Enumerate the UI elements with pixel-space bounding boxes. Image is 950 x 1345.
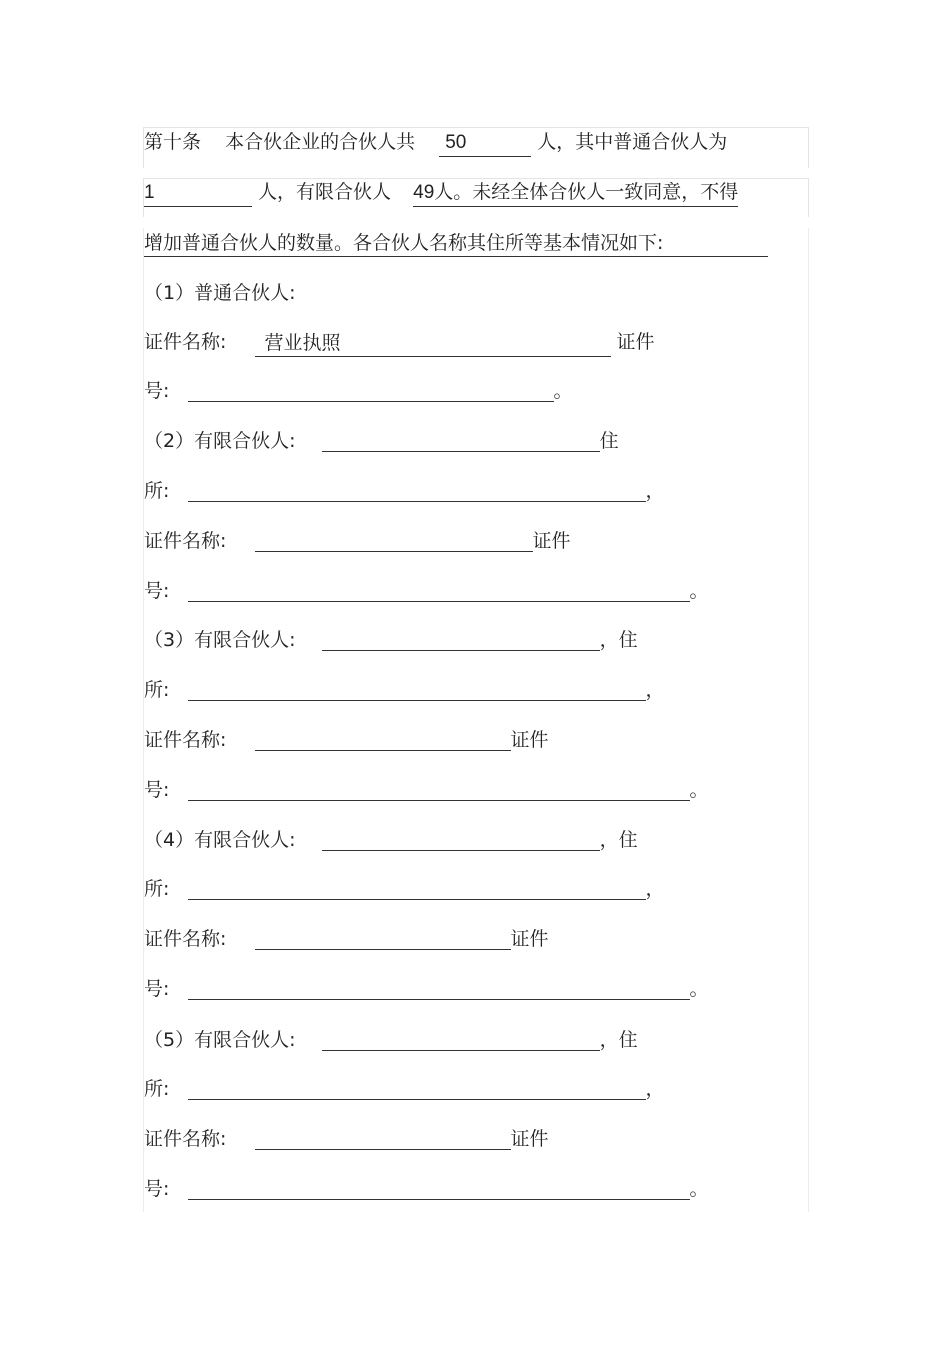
partner-3-address-row <box>144 675 665 705</box>
limited-partners-field[interactable] <box>413 179 738 207</box>
cert-no-label-a: 证件 <box>510 729 549 751</box>
partner-3-cert-name-field[interactable] <box>255 728 511 751</box>
addr-end: ， <box>645 878 665 900</box>
cert-no-label-b: 号: <box>144 580 170 602</box>
partner-1-header <box>144 278 296 308</box>
partner-4-address-row <box>144 874 665 904</box>
article-text-2a: 人，有限合伙人 <box>258 181 392 203</box>
partner-5-cert-name-row <box>144 1124 549 1154</box>
partner-4-name-field[interactable] <box>322 828 600 851</box>
addr-label-a: ，住 <box>599 829 638 851</box>
article-text-1: 本合伙企业的合伙人共 <box>225 131 416 153</box>
partner-5-name-field[interactable] <box>322 1028 600 1051</box>
addr-label-a: ，住 <box>599 1029 638 1051</box>
total-partners-value: 50 <box>445 132 467 153</box>
article-line-2 <box>144 177 804 207</box>
partner-3-address-field[interactable] <box>188 678 646 701</box>
cert-no-label-b: 号: <box>144 1178 170 1200</box>
partner-2-cert-no-field[interactable] <box>188 579 690 602</box>
partner-5-cert-no-row <box>144 1174 709 1204</box>
cert-name-label: 证件名称: <box>144 331 227 353</box>
partner-4-cert-no-field[interactable] <box>188 977 690 1000</box>
partner-4-cert-no-row <box>144 974 709 1004</box>
partner-4-address-field[interactable] <box>188 877 646 900</box>
addr-end: ， <box>645 679 665 701</box>
partner-2-address-field[interactable] <box>188 479 646 502</box>
partner-3-name-field[interactable] <box>322 628 600 651</box>
article-line-3 <box>144 227 768 257</box>
partner-2-cert-no-row <box>144 576 709 606</box>
end-mark: 。 <box>689 978 709 1000</box>
partner-2-name-field[interactable] <box>322 429 600 452</box>
partner-4-header <box>144 825 638 855</box>
addr-label-b: 所: <box>144 1078 170 1100</box>
partner-5-address-field[interactable] <box>188 1077 646 1100</box>
addr-end: ， <box>645 480 665 502</box>
partner-1-cert-name-value: 营业执照 <box>264 332 341 354</box>
partner-5-address-row <box>144 1074 665 1104</box>
end-mark: 。 <box>689 1178 709 1200</box>
partner-5-cert-no-field[interactable] <box>188 1177 690 1200</box>
cert-no-label-a: 证件 <box>510 928 549 950</box>
addr-end: ， <box>645 1078 665 1100</box>
cert-name-label: 证件名称: <box>144 530 227 552</box>
partner-2-title: （2）有限合伙人: <box>144 430 296 452</box>
partner-2-header <box>144 426 619 456</box>
partner-1-cert-name-row <box>144 327 655 357</box>
article-text-1b: 人，其中普通合伙人为 <box>537 131 728 153</box>
partner-2-cert-name-field[interactable] <box>255 529 533 552</box>
partner-2-address-row <box>144 476 665 506</box>
partner-1-cert-no-row <box>144 376 573 406</box>
cert-name-label: 证件名称: <box>144 1128 227 1150</box>
article-number: 第十条 <box>144 131 202 153</box>
addr-label-a: ，住 <box>599 629 638 651</box>
partner-3-header <box>144 625 638 655</box>
partner-5-header <box>144 1025 638 1055</box>
addr-label-b: 所: <box>144 480 170 502</box>
article-text-2b: 人。未经全体合伙人一致同意，不得 <box>434 181 739 203</box>
cert-no-label-b: 号: <box>144 380 170 402</box>
end-mark: 。 <box>553 380 573 402</box>
general-partners-field[interactable] <box>144 179 252 207</box>
addr-label-b: 所: <box>144 878 170 900</box>
end-mark: 。 <box>689 580 709 602</box>
partner-1-cert-name-field[interactable] <box>255 330 611 357</box>
cert-name-label: 证件名称: <box>144 729 227 751</box>
partner-4-cert-name-row <box>144 924 549 954</box>
cert-name-label: 证件名称: <box>144 928 227 950</box>
partner-5-cert-name-field[interactable] <box>255 1127 511 1150</box>
partner-2-cert-name-row <box>144 526 571 556</box>
article-text-3: 增加普通合伙人的数量。各合伙人名称其住所等基本情况如下: <box>144 230 768 257</box>
partner-3-title: （3）有限合伙人: <box>144 629 296 651</box>
partner-3-cert-no-row <box>144 775 709 805</box>
general-partners-value: 1 <box>144 182 155 203</box>
cert-no-label-a: 证件 <box>510 1128 549 1150</box>
cert-no-label-a: 证件 <box>616 331 655 353</box>
partner-4-title: （4）有限合伙人: <box>144 829 296 851</box>
partner-3-cert-no-field[interactable] <box>188 778 690 801</box>
partner-4-cert-name-field[interactable] <box>255 927 511 950</box>
addr-label-b: 所: <box>144 679 170 701</box>
partner-1-cert-no-field[interactable] <box>188 379 554 402</box>
article-line-1 <box>144 127 727 157</box>
limited-partners-value: 49 <box>413 182 435 203</box>
cert-no-label-b: 号: <box>144 779 170 801</box>
cert-no-label-b: 号: <box>144 978 170 1000</box>
partner-5-title: （5）有限合伙人: <box>144 1029 296 1051</box>
total-partners-field[interactable] <box>439 129 531 157</box>
addr-label-a: 住 <box>599 430 619 452</box>
cert-no-label-a: 证件 <box>532 530 571 552</box>
partner-3-cert-name-row <box>144 725 549 755</box>
partner-1-title: （1）普通合伙人: <box>144 282 296 304</box>
end-mark: 。 <box>689 779 709 801</box>
